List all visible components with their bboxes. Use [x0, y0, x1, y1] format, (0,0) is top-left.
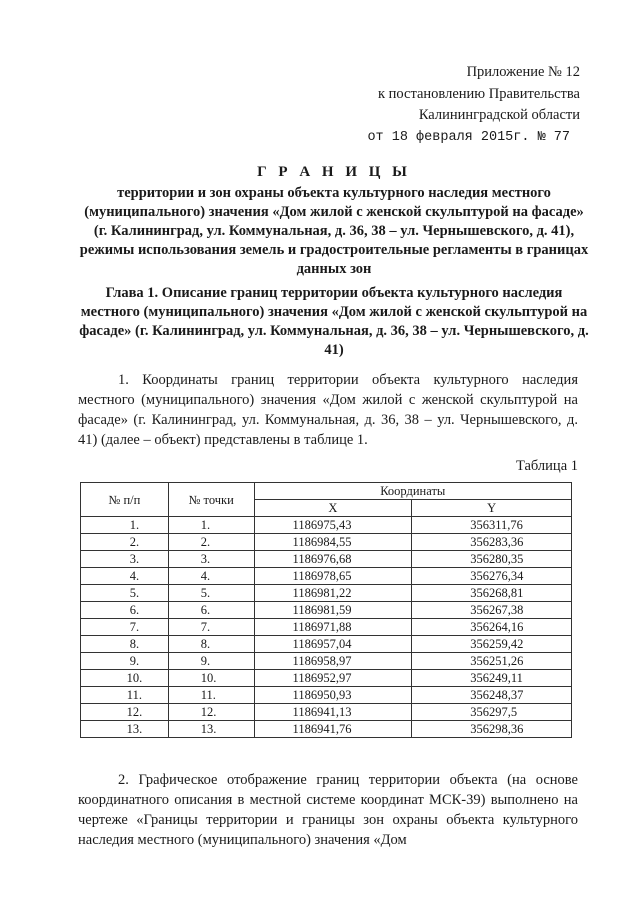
chapter-title: Глава 1. Описание границ территории объекта культурного наследия местного (муниципального) значения «Дом жилой с женской скульптурой на фасаде» (г. Калининград, ул. Коммунальная, д. 36, 38 – ул. Чернышевского, д. 41) — [79, 285, 589, 358]
appendix-region: Калининградской области — [418, 107, 580, 123]
header-x: X — [254, 500, 412, 517]
table-row — [81, 551, 572, 568]
appendix-date: от 18 февраля 2015г. № 77 — [367, 129, 570, 145]
cell-y: 356311,76 — [412, 517, 572, 534]
cell-y: 356298,36 — [412, 721, 572, 738]
table-row — [81, 517, 572, 534]
cell-point: 3. — [168, 551, 254, 568]
table-row — [81, 585, 572, 602]
table-row — [81, 636, 572, 653]
table-caption: Таблица 1 — [515, 458, 578, 474]
appendix-number: Приложение № 12 — [466, 64, 580, 80]
document-title — [78, 163, 590, 279]
header-y: Y — [412, 500, 572, 517]
cell-num: 5. — [81, 585, 169, 602]
cell-y: 356268,81 — [412, 585, 572, 602]
cell-y: 356297,5 — [412, 704, 572, 721]
cell-point: 12. — [168, 704, 254, 721]
cell-point: 13. — [168, 721, 254, 738]
cell-point: 2. — [168, 534, 254, 551]
cell-y: 356259,42 — [412, 636, 572, 653]
table-row — [81, 704, 572, 721]
cell-num: 6. — [81, 602, 169, 619]
cell-num: 11. — [81, 687, 169, 704]
appendix-ref: к постановлению Правительства — [378, 85, 580, 102]
cell-x: 1186950,93 — [254, 687, 412, 704]
table-row — [81, 534, 572, 551]
cell-num: 8. — [81, 636, 169, 653]
cell-num: 3. — [81, 551, 169, 568]
cell-point: 6. — [168, 602, 254, 619]
cell-y: 356267,38 — [412, 602, 572, 619]
cell-x: 1186978,65 — [254, 568, 412, 585]
cell-num: 7. — [81, 619, 169, 636]
cell-point: 7. — [168, 619, 254, 636]
cell-y: 356249,11 — [412, 670, 572, 687]
header-num: № п/п — [81, 483, 169, 517]
cell-point: 1. — [168, 517, 254, 534]
cell-x: 1186958,97 — [254, 653, 412, 670]
cell-x: 1186952,97 — [254, 670, 412, 687]
cell-x: 1186984,55 — [254, 534, 412, 551]
table-body — [81, 517, 572, 738]
appendix-header — [300, 62, 580, 148]
cell-num: 9. — [81, 653, 169, 670]
cell-point: 4. — [168, 568, 254, 585]
cell-x: 1186941,76 — [254, 721, 412, 738]
cell-y: 356264,16 — [412, 619, 572, 636]
paragraph-1: 1. Координаты границ территории объекта культурного наследия местного (муниципального) значения «Дом жилой с женской скульптурой на фасаде» (г. Калининград, ул. Коммунальная, д. 36, 38 – ул. Чернышевского, д. 41) (далее – объект) представлены в таблице 1. — [78, 372, 578, 448]
cell-x: 1186976,68 — [254, 551, 412, 568]
cell-num: 12. — [81, 704, 169, 721]
cell-y: 356280,35 — [412, 551, 572, 568]
cell-y: 356276,34 — [412, 568, 572, 585]
table-row — [81, 568, 572, 585]
table-row — [81, 721, 572, 738]
cell-y: 356248,37 — [412, 687, 572, 704]
table-row — [81, 670, 572, 687]
cell-x: 1186957,04 — [254, 636, 412, 653]
table-row — [81, 602, 572, 619]
cell-num: 13. — [81, 721, 169, 738]
cell-x: 1186975,43 — [254, 517, 412, 534]
cell-num: 2. — [81, 534, 169, 551]
cell-point: 5. — [168, 585, 254, 602]
header-point: № точки — [168, 483, 254, 517]
cell-x: 1186981,59 — [254, 602, 412, 619]
cell-num: 1. — [81, 517, 169, 534]
cell-num: 10. — [81, 670, 169, 687]
title-heading: Г Р А Н И Ц Ы — [257, 164, 411, 180]
cell-point: 11. — [168, 687, 254, 704]
cell-y: 356283,36 — [412, 534, 572, 551]
cell-x: 1186971,88 — [254, 619, 412, 636]
table-row — [81, 653, 572, 670]
cell-num: 4. — [81, 568, 169, 585]
table-row — [81, 619, 572, 636]
cell-point: 10. — [168, 670, 254, 687]
header-coords: Координаты — [254, 483, 571, 500]
cell-point: 9. — [168, 653, 254, 670]
cell-point: 8. — [168, 636, 254, 653]
cell-x: 1186941,13 — [254, 704, 412, 721]
cell-x: 1186981,22 — [254, 585, 412, 602]
coordinates-table — [80, 482, 572, 738]
table-row — [81, 687, 572, 704]
cell-y: 356251,26 — [412, 653, 572, 670]
paragraph-2: 2. Графическое отображение границ территории объекта (на основе координатного описания в местной системе координат МСК-39) выполнено на чертеже «Границы территории и границы зон охраны объекта культурного наследия местного (муниципального) значения «Дом — [78, 772, 578, 848]
title-text: территории и зон охраны объекта культурного наследия местного (муниципального) значения «Дом жилой с женской скульптурой на фасаде» (г. Калининград, ул. Коммунальная, д. 36, 38 – ул. Чернышевского, д. 41), режимы использования земель и градостроительные регламенты в границах данных зон — [79, 185, 589, 277]
